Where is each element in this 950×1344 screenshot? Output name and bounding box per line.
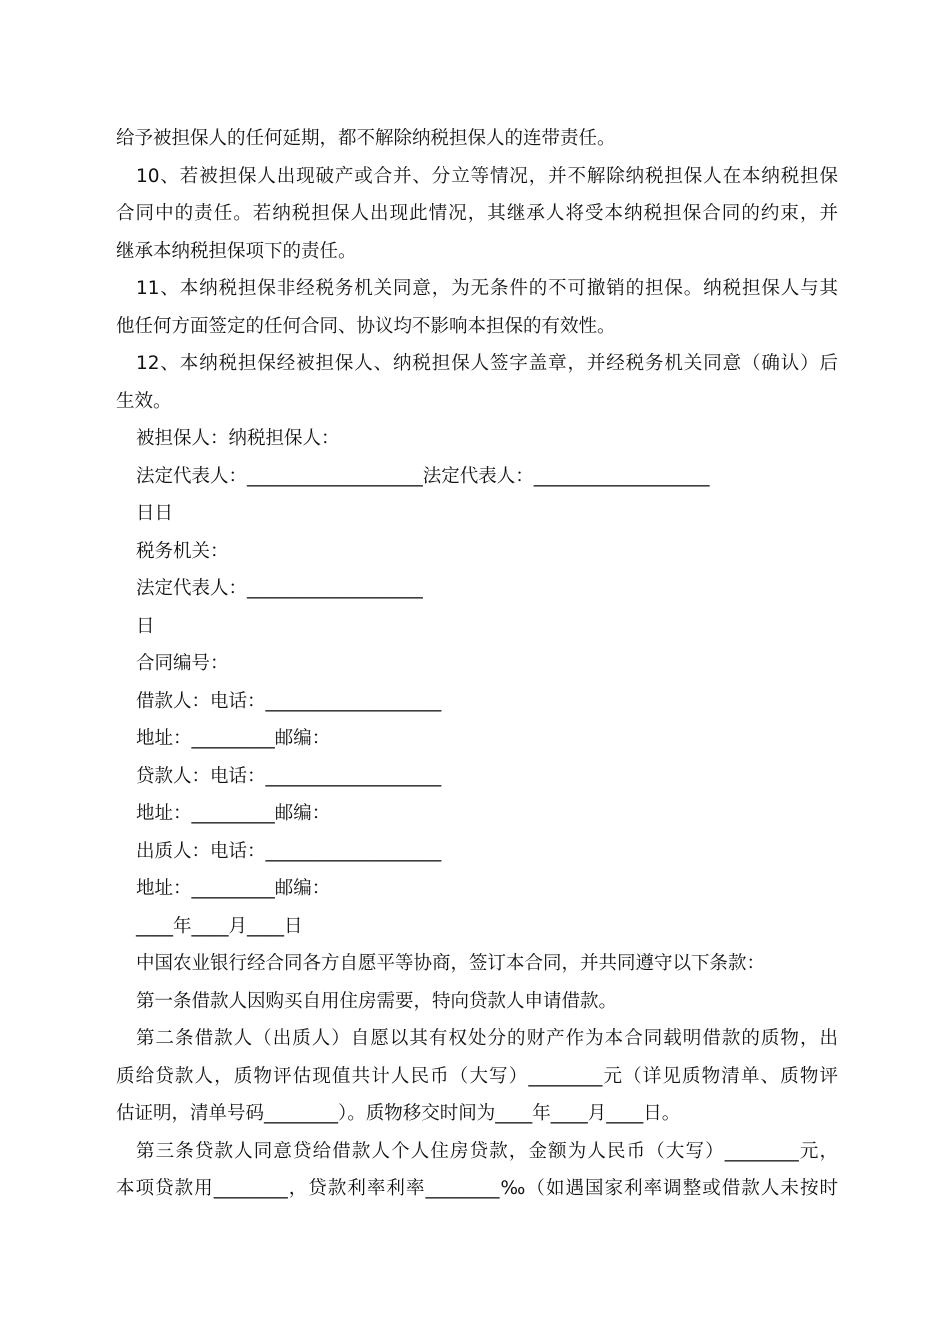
- text-line: 11、本纳税担保非经税务机关同意，为无条件的不可撤销的担保。纳税担保人与其: [136, 278, 838, 299]
- document-body: [116, 120, 838, 1208]
- text-line: 法定代表人：___________________法定代表人：___________________: [136, 465, 710, 487]
- text-line: 法定代表人：___________________: [136, 578, 423, 599]
- text-line: 贷款人：电话：___________________: [136, 765, 442, 787]
- text-line: 他任何方面签定的任何合同、协议均不影响本担保的有效性。: [116, 315, 616, 337]
- text-line: 生效。: [116, 390, 172, 412]
- text-line: 税务机关：: [136, 540, 229, 562]
- text-line: 合同编号：: [136, 653, 229, 674]
- text-line: 日: [136, 615, 155, 637]
- text-line: 第二条借款人（出质人）自愿以其有权处分的财产作为本合同载明借款的质物，出: [136, 1028, 838, 1049]
- text-line: 继承本纳税担保项下的责任。: [116, 240, 357, 262]
- text-line: 中国农业银行经合同各方自愿平等协商，签订本合同，并共同遵守以下条款：: [136, 953, 766, 974]
- text-line: 合同中的责任。若纳税担保人出现此情况，其继承人将受本纳税担保合同的约束，并: [116, 203, 838, 224]
- text-line: 本项贷款用________，贷款利率利率________‰（如遇国家利率调整或借款人未按时: [116, 1178, 838, 1199]
- text-line: 估证明，清单号码________）。质物移交时间为____年____月____日。: [116, 1103, 681, 1124]
- text-line: 被担保人：纳税担保人：: [136, 428, 340, 449]
- text-line: 地址：_________邮编：: [136, 803, 331, 824]
- text-line: ____年____月____日: [136, 915, 303, 937]
- text-line: 借款人：电话：___________________: [136, 690, 442, 712]
- text-line: 地址：_________邮编：: [136, 728, 331, 749]
- text-line: 出质人：电话：___________________: [136, 840, 442, 862]
- text-line: 10、若被担保人出现破产或合并、分立等情况，并不解除纳税担保人在本纳税担保: [136, 165, 838, 187]
- text-line: 第三条贷款人同意贷给借款人个人住房贷款，金额为人民币（大写）________元，: [136, 1140, 838, 1162]
- text-line: 给予被担保人的任何延期，都不解除纳税担保人的连带责任。: [116, 128, 616, 149]
- text-line: 地址：_________邮编：: [136, 878, 331, 899]
- text-line: 质给贷款人，质物评估现值共计人民币（大写）________元（详见质物清单、质物评: [116, 1065, 838, 1087]
- text-line: 日日: [136, 503, 174, 524]
- text-line: 第一条借款人因购买自用住房需要，特向贷款人申请借款。: [136, 990, 618, 1012]
- text-line: 12、本纳税担保经被担保人、纳税担保人签字盖章，并经税务机关同意（确认）后: [136, 353, 838, 374]
